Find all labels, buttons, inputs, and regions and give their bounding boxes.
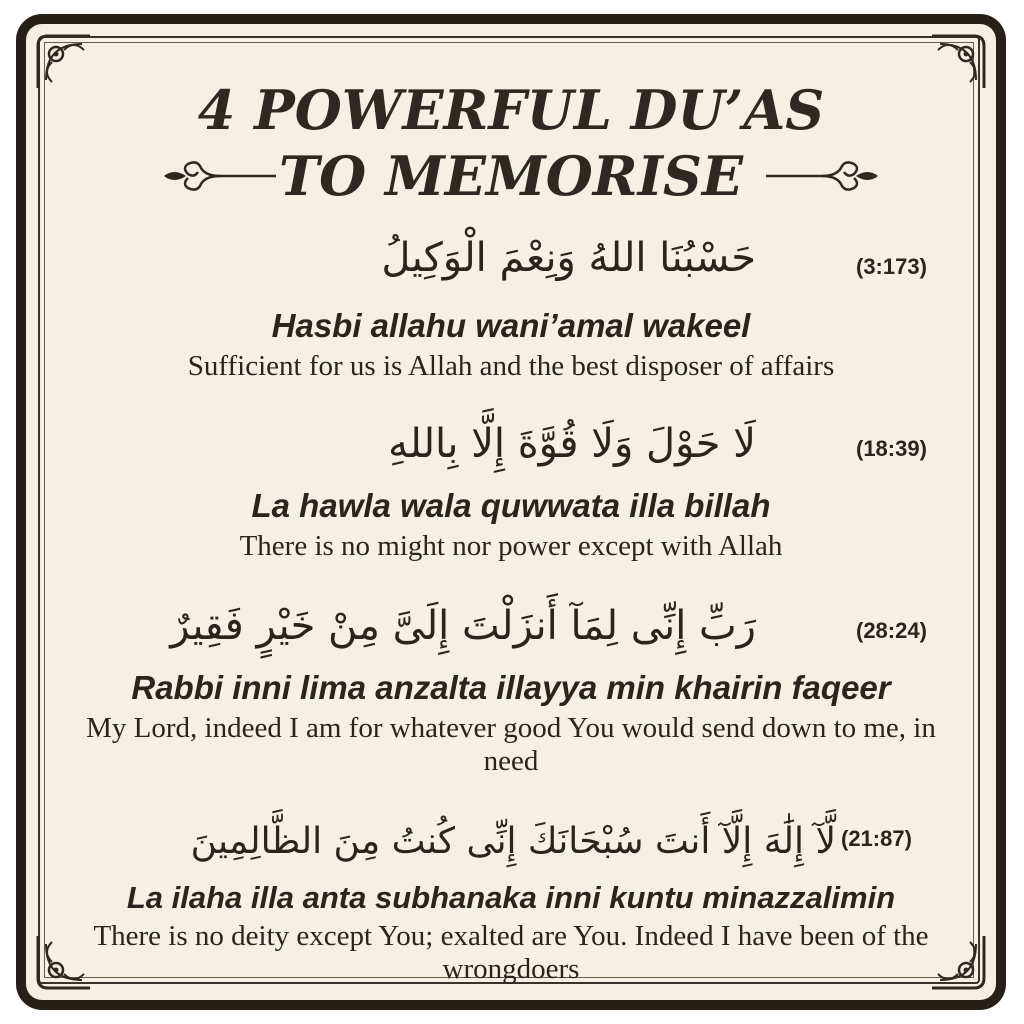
dua-2-reference: (18:39) <box>856 436 927 461</box>
dua-3-meaning: My Lord, indeed I am for whatever good You would send down to me, in need <box>86 712 936 777</box>
flourish-icon <box>160 158 278 194</box>
dua-4-transliteration: La ilaha illa anta subhanaka inni kuntu minazzalimin <box>126 880 896 915</box>
poster-paper <box>26 24 996 1000</box>
dua-4-arabic: لَّآ إِلَٰهَ إِلَّآ أَنتَ سُبْحَانَكَ إِنِّى كُنتُ مِنَ الظَّالِمِينَ <box>190 821 836 862</box>
dua-1-meaning: Sufficient for us is Allah and the best disposer of affairs <box>187 350 835 382</box>
flourish-icon <box>764 158 882 194</box>
dua-3-reference: (28:24) <box>856 618 927 643</box>
dua-3-transliteration: Rabbi inni lima anzalta illayya min khairin faqeer <box>131 669 891 706</box>
dua-1-reference: (3:173) <box>856 254 927 279</box>
dua-4-reference: (21:87) <box>841 826 912 851</box>
dua-2-arabic: لَا حَوْلَ وَلَا قُوَّةَ إِلَّا بِاللهِ <box>388 421 756 467</box>
dua-2-meaning: There is no might nor power except with Allah <box>239 530 783 562</box>
corner-ornament-icon <box>928 932 988 992</box>
dua-1-arabic: حَسْبُنَا اللهُ وَنِعْمَ الْوَكِيلُ <box>381 235 756 281</box>
dua-4-meaning: There is no deity except You; exalted are You. Indeed I have been of the wrongdoers <box>93 920 929 985</box>
title-line-1: 4 POWERFUL DU’AS <box>197 78 825 142</box>
title-line-2: TO MEMORISE <box>278 144 744 208</box>
dua-2-transliteration: La hawla wala quwwata illa billah <box>251 487 771 524</box>
dua-3-arabic: رَبِّ إِنِّى لِمَآ أَنزَلْتَ إِلَىَّ مِنْ خَيْرٍ فَقِيرٌ <box>170 603 756 649</box>
corner-ornament-icon <box>34 932 94 992</box>
dua-1-transliteration: Hasbi allahu wani’amal wakeel <box>271 307 751 344</box>
poster-frame <box>16 14 1006 1010</box>
